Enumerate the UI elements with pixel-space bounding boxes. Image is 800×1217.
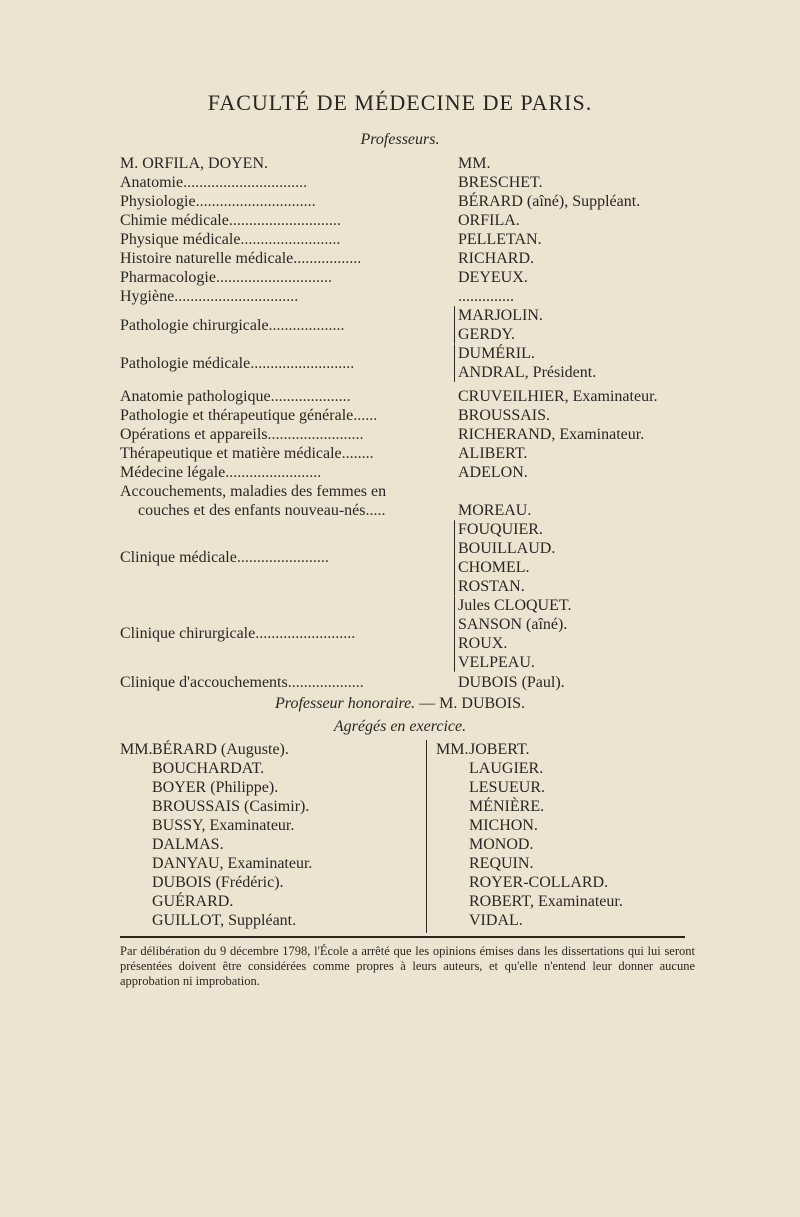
- agrege-name: BOYER (Philippe).: [152, 779, 279, 796]
- chair-professor: DUBOIS (Paul).: [458, 674, 565, 691]
- section-heading-professeurs: Professeurs.: [360, 131, 440, 148]
- honorary-name: — M. DUBOIS.: [415, 695, 525, 712]
- agrege-name: MONOD.: [469, 836, 534, 853]
- agreges-left-list: [152, 740, 312, 930]
- chair-row: [120, 444, 528, 463]
- honorary-professor-line: [0, 695, 800, 713]
- chair-professor: VELPEAU.: [458, 654, 535, 671]
- chair-label: Pathologie et thérapeutique générale: [120, 407, 354, 424]
- chair-row-grouped: [120, 316, 345, 335]
- mm-header: MM.: [458, 155, 491, 172]
- chair-row-grouped: [120, 548, 329, 567]
- chair-professor: CHOMEL.: [458, 559, 530, 576]
- agrege-name: DANYAU, Examinateur.: [152, 855, 313, 872]
- dot-leader: ......: [353, 407, 378, 424]
- chair-row: [120, 173, 543, 192]
- agreges-right-prefix: MM.: [436, 741, 469, 758]
- brace: [454, 344, 455, 382]
- chair-professor: ROSTAN.: [458, 578, 525, 595]
- chair-label: Thérapeutique et matière médicale: [120, 445, 342, 462]
- chair-professor: DUMÉRIL.: [458, 345, 535, 362]
- chair-label: Anatomie: [120, 174, 184, 191]
- agrege-name: DALMAS.: [152, 836, 224, 853]
- dot-leader: ...................: [268, 317, 345, 334]
- chair-row: [120, 425, 645, 444]
- chair-professor: CRUVEILHIER, Examinateur.: [458, 388, 658, 405]
- chair-professor: BOUILLAUD.: [458, 540, 556, 557]
- agreges-right-list: [469, 740, 623, 930]
- chair-row: [120, 230, 542, 249]
- chair-label: Physique médicale: [120, 231, 241, 248]
- chair-professor: ALIBERT.: [458, 445, 528, 462]
- chair-professor: BÉRARD (aîné), Suppléant.: [458, 193, 641, 210]
- section-heading-agreges: Agrégés en exercice.: [333, 718, 467, 735]
- horizontal-rule: [120, 936, 685, 938]
- chair-label: Opérations et appareils: [120, 426, 268, 443]
- agrege-name: MICHON.: [469, 817, 538, 834]
- chair-professor: FOUQUIER.: [458, 521, 543, 538]
- dot-leader: ....................: [270, 388, 351, 405]
- dot-leader: ...............................: [174, 288, 299, 305]
- chair-label: Hygiène: [120, 288, 175, 305]
- chair-row: [120, 463, 528, 482]
- dot-leader: .......................: [236, 549, 329, 566]
- agrege-name: BUSSY, Examinateur.: [152, 817, 295, 834]
- dot-leader: .............................: [215, 269, 332, 286]
- chair-row: [120, 387, 658, 406]
- chair-professor: BROUSSAIS.: [458, 407, 551, 424]
- chair-label: Chimie médicale: [120, 212, 229, 229]
- disclaimer-note: Par délibération du 9 décembre 1798, l'École a arrêté que les opinions émises dans les dissertations qui lui seront présentées doivent être considérées comme propres à leurs auteurs, et qu'elle n'entend leur donner aucune approbation ni improbation.: [120, 944, 695, 988]
- chair-label: Pharmacologie: [120, 269, 216, 286]
- agrege-name: GUÉRARD.: [152, 893, 234, 910]
- dot-leader: .........................: [255, 625, 356, 642]
- chair-professor: RICHERAND, Examinateur.: [458, 426, 645, 443]
- chair-professor: ORFILA.: [458, 212, 520, 229]
- chair-row: [120, 211, 520, 230]
- agrege-name: LAUGIER.: [469, 760, 544, 777]
- chair-row: [120, 268, 528, 287]
- agrege-name: ROYER-COLLARD.: [469, 874, 609, 891]
- chair-professor: ANDRAL, Président.: [458, 364, 597, 381]
- dot-leader: .....: [365, 502, 386, 519]
- chair-label: couches et des enfants nouveau-nés: [138, 502, 366, 519]
- dot-leader: ............................: [228, 212, 341, 229]
- chair-professor: MARJOLIN.: [458, 307, 543, 324]
- agrege-name: MÉNIÈRE.: [469, 798, 545, 815]
- brace: [454, 520, 455, 596]
- chair-professor: DEYEUX.: [458, 269, 528, 286]
- chair-label: Histoire naturelle médicale: [120, 250, 294, 267]
- chair-professor: RICHARD.: [458, 250, 535, 267]
- agrege-name: BÉRARD (Auguste).: [152, 741, 289, 758]
- column-divider: [426, 740, 427, 933]
- chair-row: [120, 673, 565, 692]
- chair-row: [120, 287, 514, 306]
- chair-label: Clinique médicale: [120, 549, 237, 566]
- chair-label: Pathologie médicale: [120, 355, 251, 372]
- chair-row: [120, 192, 641, 211]
- dot-leader: .................: [293, 250, 362, 267]
- dot-leader: .........................: [240, 231, 341, 248]
- chair-professor: ..............: [458, 288, 514, 305]
- chair-label: Physiologie: [120, 193, 196, 210]
- chair-row-grouped: [120, 354, 354, 373]
- chair-professor: GERDY.: [458, 326, 516, 343]
- dot-leader: ........................: [225, 464, 322, 481]
- agrege-name: JOBERT.: [469, 741, 530, 758]
- agreges-left-prefix: MM.: [120, 741, 153, 758]
- chair-label-line: [120, 482, 386, 501]
- chair-label: Anatomie pathologique: [120, 388, 271, 405]
- agrege-name: REQUIN.: [469, 855, 534, 872]
- agrege-name: LESUEUR.: [469, 779, 545, 796]
- chair-row: [120, 249, 535, 268]
- chair-label: Accouchements, maladies des femmes en: [120, 483, 387, 500]
- chair-row-grouped: [120, 624, 355, 643]
- chair-row: [120, 501, 532, 520]
- agrege-name: DUBOIS (Frédéric).: [152, 874, 284, 891]
- dot-leader: ...................: [287, 674, 364, 691]
- chair-row: [120, 406, 551, 425]
- chair-professor: SANSON (aîné).: [458, 616, 568, 633]
- chair-professor: MOREAU.: [458, 502, 532, 519]
- chair-professor: PELLETAN.: [458, 231, 542, 248]
- chair-label: Médecine légale: [120, 464, 226, 481]
- chair-label: Clinique d'accouchements: [120, 674, 288, 691]
- agrege-name: GUILLOT, Suppléant.: [152, 912, 297, 929]
- page-title: FACULTÉ DE MÉDECINE DE PARIS.: [207, 90, 593, 115]
- agrege-name: VIDAL.: [469, 912, 523, 929]
- dean-row: [120, 154, 491, 173]
- dean-label: M. ORFILA, DOYEN.: [120, 155, 268, 172]
- chair-label: Clinique chirurgicale: [120, 625, 256, 642]
- agrege-name: BROUSSAIS (Casimir).: [152, 798, 310, 815]
- honorary-label: Professeur honoraire.: [275, 695, 416, 712]
- dot-leader: ..........................: [250, 355, 355, 372]
- agrege-name: ROBERT, Examinateur.: [469, 893, 623, 910]
- brace: [454, 596, 455, 672]
- chair-professor: ROUX.: [458, 635, 508, 652]
- brace: [454, 306, 455, 344]
- dot-leader: ........: [341, 445, 374, 462]
- agrege-name: BOUCHARDAT.: [152, 760, 265, 777]
- chair-professor: Jules CLOQUET.: [458, 597, 572, 614]
- chair-professor: BRESCHET.: [458, 174, 543, 191]
- chair-professor: ADELON.: [458, 464, 528, 481]
- dot-leader: ...............................: [183, 174, 308, 191]
- chair-label: Pathologie chirurgicale: [120, 317, 269, 334]
- dot-leader: ..............................: [195, 193, 316, 210]
- dot-leader: ........................: [267, 426, 364, 443]
